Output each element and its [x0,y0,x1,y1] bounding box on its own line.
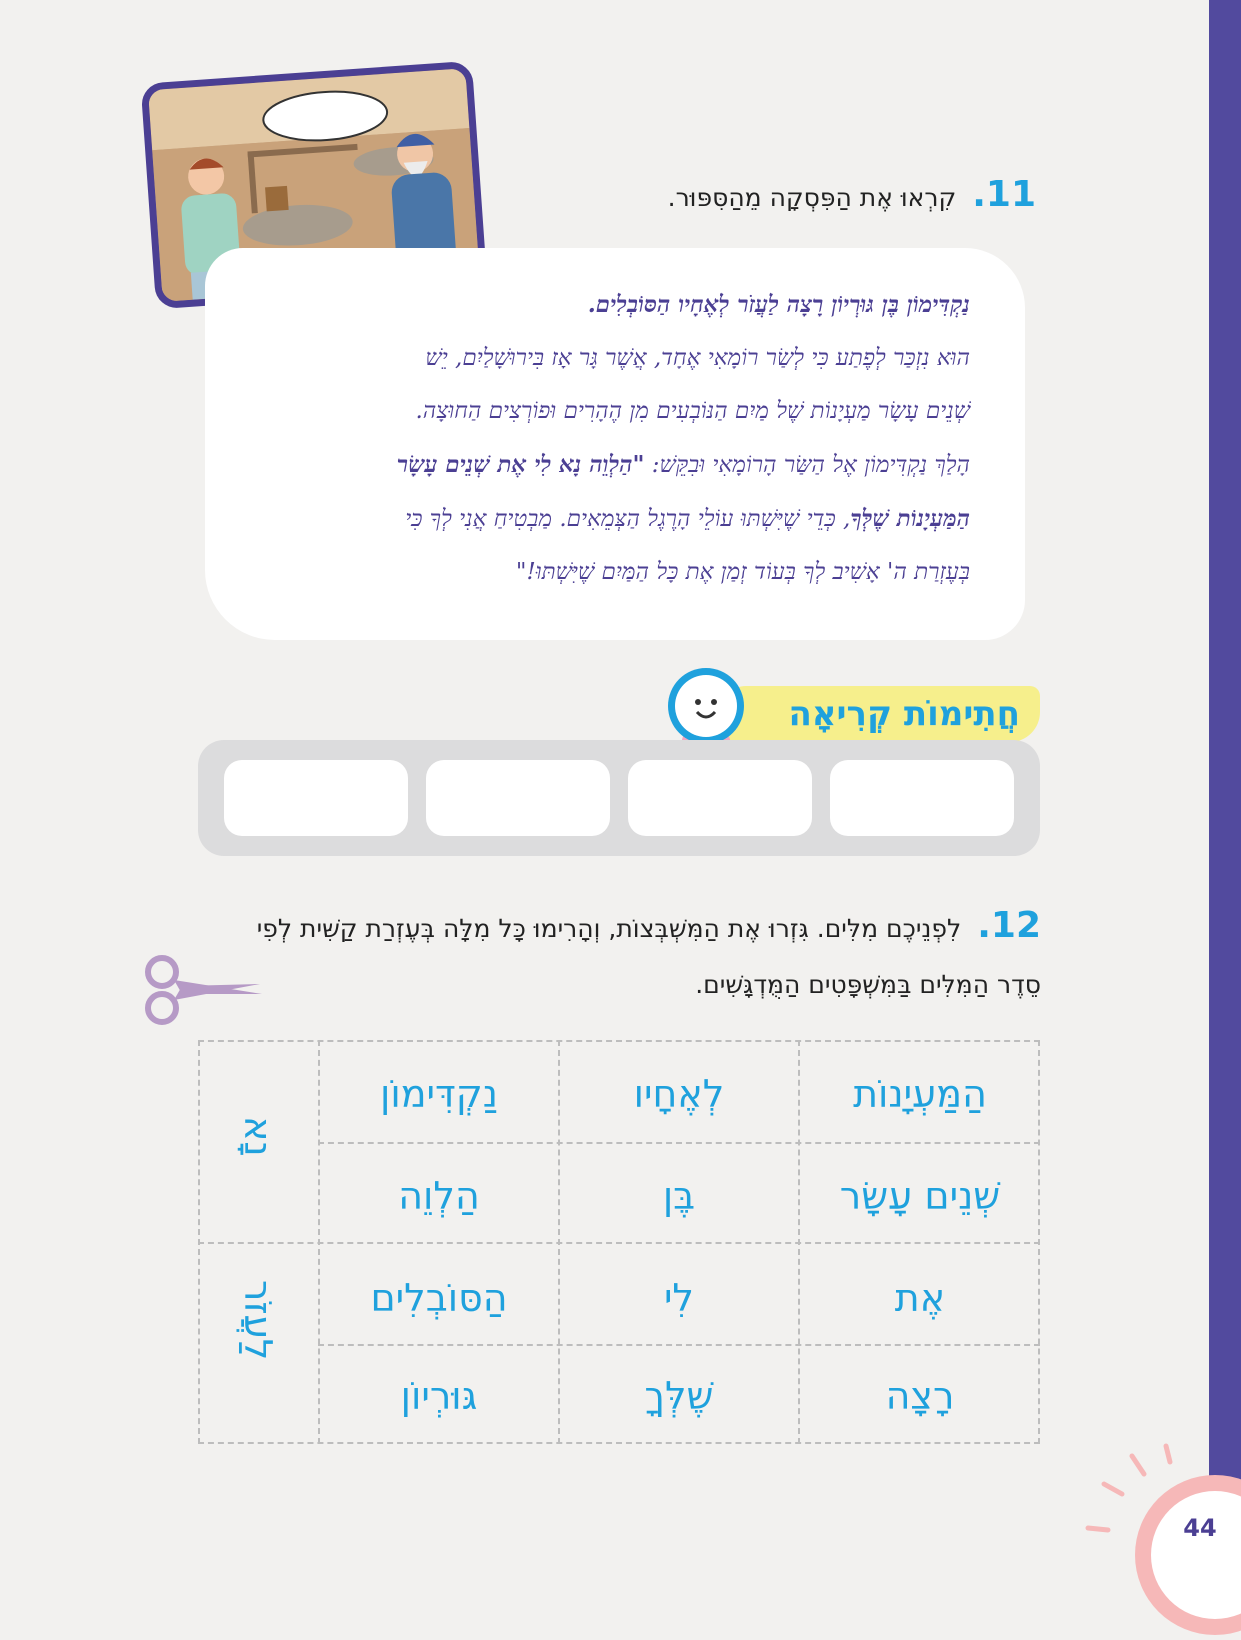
exercise-instruction: סֵדֶר הַמִּלִּים בַּמִּשְׁפָּטִים הַמֻּדְגָּשִׁים. [695,970,1041,999]
exercise-11-heading [668,174,1036,215]
stamp-slot[interactable] [426,760,610,836]
word-card[interactable]: לִי [663,1276,695,1320]
scissors-icon [142,954,264,1026]
passage-line [230,492,970,546]
word-card[interactable]: הַמַּעְיָנוֹת [853,1072,987,1116]
word-card[interactable]: אֶת [894,1276,946,1320]
word-card[interactable]: נַקְדִּימוֹן [380,1072,498,1116]
stamp-slot[interactable] [628,760,812,836]
sun-rays-icon [1080,1440,1180,1540]
exercise-instruction: קִרְאוּ אֶת הַפִּסְקָה מֵהַסִּפּוּר. [667,183,957,212]
stamp-slot[interactable] [830,760,1014,836]
exercise-number: 11. [972,174,1036,215]
exercise-instruction: לִפְנֵיכֶם מִלִּים. גִּזְרוּ אֶת הַמִּשְׁבְּצוֹת, וְהָרִימוּ כָּל מִלָּה בְּעֶזְרַת קַשִּׁית לְפִי [256,914,962,943]
passage-text: הָלַךְ נַקְדִּימוֹן אֶל הַשַּׂר הָרוֹמָאִי וּבִקֵּשׁ: [644,452,970,478]
passage-title: נַקְדִּימוֹן בֶּן גּוּרְיוֹן רָצָה לַעֲזֹר לְאֶחָיו הַסּוֹבְלִים. [587,291,970,318]
passage-line: בְּעֶזְרַת ה' אָשִׁיב לְךָ בְּעוֹד זְמַן אֶת כָּל הַמַּיִם שֶׁיִּשְׁתּוּ!" [515,559,970,585]
story-passage [230,278,970,599]
word-card-vertical[interactable]: לַעֲזֹר [236,1280,280,1361]
word-card[interactable]: הַסּוֹבְלִים [370,1276,508,1320]
passage-text: , כְּדֵי שֶׁיִּשְׁתּוּ עוֹלֵי הָרֶגֶל הַצְּמֵאִים. מַבְטִיחַ אֲנִי לְךָ כִּי [405,506,851,532]
stamp-slot[interactable] [224,760,408,836]
word-card-vertical[interactable]: נָא [236,1116,280,1157]
word-card[interactable]: שְׁנֵים עָשָׂר [839,1174,1001,1218]
exercise-number: 12. [977,905,1041,946]
word-card[interactable]: גּוּרְיוֹן [400,1374,478,1418]
reading-stamps-label: חֲתִימוֹת קְרִיאָה [788,694,1020,734]
word-card[interactable]: שֶׁלְּךָ [644,1374,714,1418]
exercise-12-heading [181,898,1041,1013]
word-card[interactable]: בֶּן [662,1174,696,1218]
passage-bold-text: הַמַּעְיָנוֹת שֶׁלְּךָ [850,505,970,532]
passage-bold-text: "הַלְוֵה נָא לִי אֶת שְׁנֵים עָשָׂר [396,451,645,478]
passage-line [230,438,970,492]
word-card[interactable]: לְאֶחָיו [633,1072,725,1116]
page-number: 44 [1183,1514,1217,1542]
word-card[interactable]: הַלְוֵה [398,1174,480,1218]
passage-line: הוּא נִזְכַּר לְפֶתַע כִּי לְשַׂר רוֹמָאִי אֶחָד, אֲשֶׁר גָּר אָז בִּירוּשָׁלַיִם, יֵשׁ [425,345,970,371]
page-edge-bar [1209,0,1241,1578]
word-card[interactable]: רָצָה [885,1374,955,1418]
passage-line: שְׁנֵים עָשָׂר מַעְיָנוֹת שֶׁל מַיִם הַנּוֹבְעִים מִן הֶהָרִים וּפוֹרְצִים הַחוּצָה. [415,398,970,424]
